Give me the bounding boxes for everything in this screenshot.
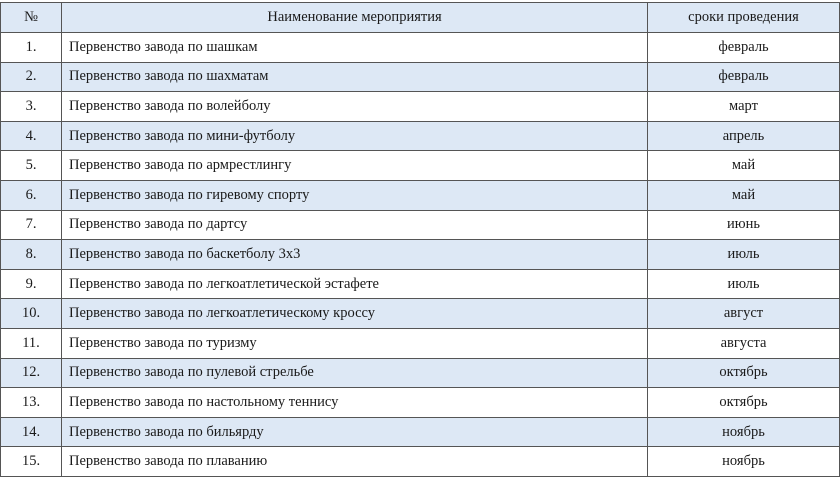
row-number: 1. <box>1 33 62 63</box>
row-number: 3. <box>1 92 62 122</box>
row-date: июль <box>648 269 840 299</box>
header-number: № <box>1 3 62 33</box>
row-number: 2. <box>1 62 62 92</box>
row-event-name: Первенство завода по туризму <box>62 328 648 358</box>
row-number: 12. <box>1 358 62 388</box>
events-table <box>0 2 840 477</box>
table-row <box>1 180 840 210</box>
row-number: 9. <box>1 269 62 299</box>
table-row <box>1 417 840 447</box>
row-event-name: Первенство завода по плаванию <box>62 447 648 477</box>
table-body <box>1 33 840 477</box>
row-number: 6. <box>1 180 62 210</box>
header-dates: сроки проведения <box>648 3 840 33</box>
events-table-container <box>0 2 840 477</box>
row-date: февраль <box>648 33 840 63</box>
row-date: март <box>648 92 840 122</box>
table-row <box>1 358 840 388</box>
row-event-name: Первенство завода по мини-футболу <box>62 121 648 151</box>
row-date: май <box>648 180 840 210</box>
row-number: 11. <box>1 328 62 358</box>
row-number: 13. <box>1 388 62 418</box>
row-date: октябрь <box>648 388 840 418</box>
row-event-name: Первенство завода по настольному теннису <box>62 388 648 418</box>
table-row <box>1 328 840 358</box>
row-event-name: Первенство завода по волейболу <box>62 92 648 122</box>
row-date: август <box>648 299 840 329</box>
row-event-name: Первенство завода по дартсу <box>62 210 648 240</box>
row-event-name: Первенство завода по шахматам <box>62 62 648 92</box>
row-event-name: Первенство завода по шашкам <box>62 33 648 63</box>
row-number: 7. <box>1 210 62 240</box>
row-date: октябрь <box>648 358 840 388</box>
table-row <box>1 299 840 329</box>
row-date: августа <box>648 328 840 358</box>
row-date: июль <box>648 240 840 270</box>
row-event-name: Первенство завода по баскетболу 3х3 <box>62 240 648 270</box>
row-date: ноябрь <box>648 417 840 447</box>
row-date: май <box>648 151 840 181</box>
row-event-name: Первенство завода по легкоатлетическому кроссу <box>62 299 648 329</box>
table-row <box>1 33 840 63</box>
row-event-name: Первенство завода по армрестлингу <box>62 151 648 181</box>
row-number: 5. <box>1 151 62 181</box>
row-event-name: Первенство завода по гиревому спорту <box>62 180 648 210</box>
table-row <box>1 92 840 122</box>
table-row <box>1 240 840 270</box>
table-row <box>1 388 840 418</box>
table-row <box>1 210 840 240</box>
table-row <box>1 269 840 299</box>
row-number: 4. <box>1 121 62 151</box>
table-row <box>1 62 840 92</box>
row-date: февраль <box>648 62 840 92</box>
row-number: 10. <box>1 299 62 329</box>
row-event-name: Первенство завода по бильярду <box>62 417 648 447</box>
table-row <box>1 151 840 181</box>
row-number: 14. <box>1 417 62 447</box>
row-number: 8. <box>1 240 62 270</box>
table-row <box>1 121 840 151</box>
row-event-name: Первенство завода по пулевой стрельбе <box>62 358 648 388</box>
header-event-name: Наименование мероприятия <box>62 3 648 33</box>
row-event-name: Первенство завода по легкоатлетической эстафете <box>62 269 648 299</box>
row-date: апрель <box>648 121 840 151</box>
row-number: 15. <box>1 447 62 477</box>
table-header <box>1 3 840 33</box>
header-row <box>1 3 840 33</box>
row-date: июнь <box>648 210 840 240</box>
row-date: ноябрь <box>648 447 840 477</box>
table-row <box>1 447 840 477</box>
